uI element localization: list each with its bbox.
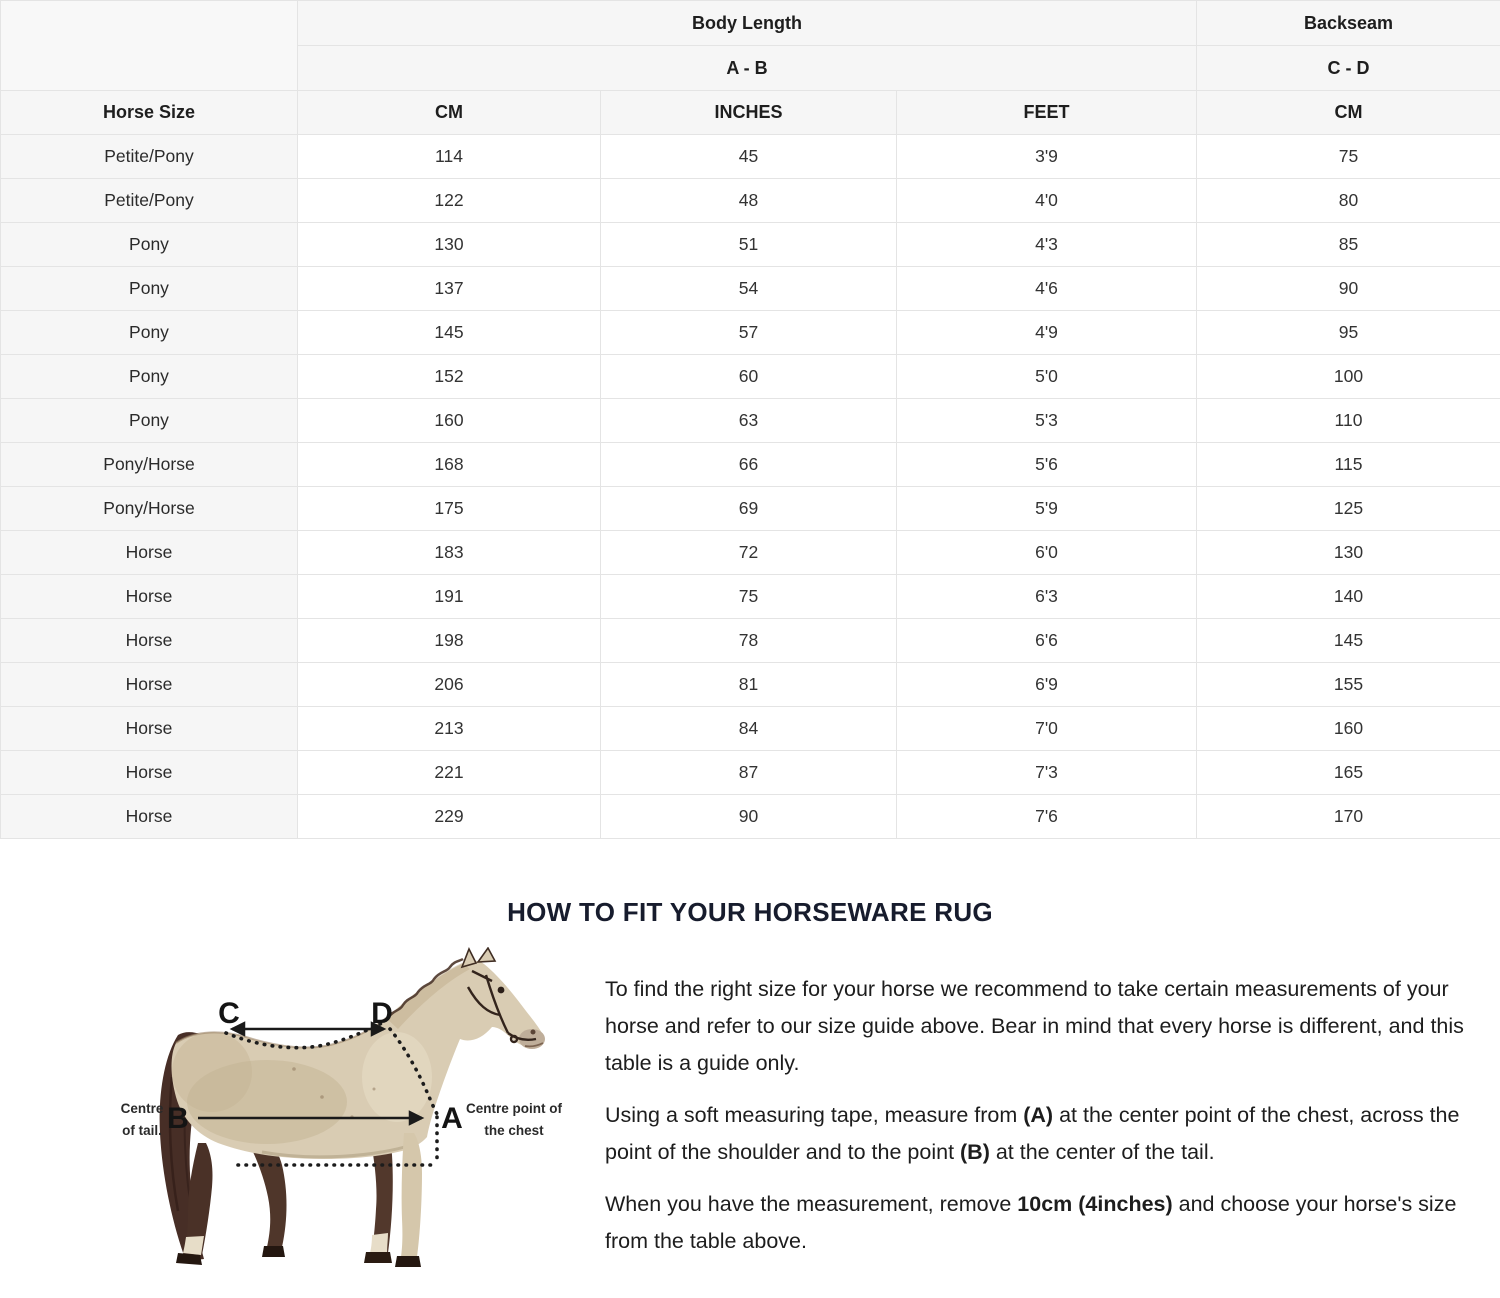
- backseam-header: Backseam: [1197, 1, 1500, 46]
- guide-paragraph-2: Using a soft measuring tape, measure from (A) at the center point of the chest, across the point of the shoulder and to the point (B) at the center of the tail.: [605, 1103, 1460, 1164]
- value-cell: 7'3: [897, 751, 1197, 795]
- value-cell: 80: [1197, 179, 1500, 223]
- table-row: [1, 267, 1500, 311]
- value-cell: 66: [601, 443, 897, 487]
- value-cell: 7'6: [897, 795, 1197, 839]
- value-cell: 145: [298, 311, 601, 355]
- value-cell: 160: [298, 399, 601, 443]
- value-cell: 81: [601, 663, 897, 707]
- label-a: A: [441, 1102, 463, 1135]
- guide-paragraph-3: When you have the measurement, remove 10cm (4inches) and choose your horse's size from the table above.: [605, 1192, 1457, 1253]
- horse-size-cell: Petite/Pony: [1, 179, 298, 223]
- table-row: [1, 355, 1500, 399]
- table-row: [1, 223, 1500, 267]
- value-cell: 5'0: [897, 355, 1197, 399]
- value-cell: 95: [1197, 311, 1500, 355]
- table-row: [1, 795, 1500, 839]
- horse-size-cell: Horse: [1, 795, 298, 839]
- value-cell: 63: [601, 399, 897, 443]
- value-cell: 4'6: [897, 267, 1197, 311]
- body-length-header: Body Length: [298, 1, 1197, 46]
- horse-size-cell: Horse: [1, 575, 298, 619]
- col-header-cm: CM: [298, 91, 601, 135]
- value-cell: 152: [298, 355, 601, 399]
- value-cell: 3'9: [897, 135, 1197, 179]
- table-row: [1, 751, 1500, 795]
- value-cell: 168: [298, 443, 601, 487]
- value-cell: 4'9: [897, 311, 1197, 355]
- value-cell: 75: [1197, 135, 1500, 179]
- value-cell: 4'0: [897, 179, 1197, 223]
- value-cell: 78: [601, 619, 897, 663]
- value-cell: 155: [1197, 663, 1500, 707]
- table-row: [1, 575, 1500, 619]
- value-cell: 90: [1197, 267, 1500, 311]
- value-cell: 5'9: [897, 487, 1197, 531]
- value-cell: 229: [298, 795, 601, 839]
- value-cell: 45: [601, 135, 897, 179]
- value-cell: 100: [1197, 355, 1500, 399]
- size-table-body: [1, 135, 1500, 839]
- guide-paragraph-1: To find the right size for your horse we recommend to take certain measurements of your horse and refer to our size guide above. Bear in mind that every horse is different, and this table is a guide only.: [605, 977, 1464, 1075]
- value-cell: 72: [601, 531, 897, 575]
- caption-centre-point-chest-1: Centre point of: [466, 1101, 562, 1116]
- guide-title: HOW TO FIT YOUR HORSEWARE RUG: [507, 897, 993, 927]
- table-row: [1, 619, 1500, 663]
- table-row: [1, 663, 1500, 707]
- value-cell: 6'6: [897, 619, 1197, 663]
- value-cell: 130: [1197, 531, 1500, 575]
- caption-centre-of-tail-1: Centre: [120, 1101, 164, 1116]
- horse-size-cell: Pony/Horse: [1, 487, 298, 531]
- value-cell: 191: [298, 575, 601, 619]
- size-table-header: [1, 1, 1500, 135]
- horse-measurement-diagram: [112, 947, 582, 1282]
- table-row: [1, 707, 1500, 751]
- caption-centre-point-chest-2: the chest: [484, 1123, 544, 1138]
- value-cell: 7'0: [897, 707, 1197, 751]
- horse-size-cell: Pony: [1, 311, 298, 355]
- value-cell: 90: [601, 795, 897, 839]
- horse-size-cell: Pony: [1, 355, 298, 399]
- value-cell: 5'3: [897, 399, 1197, 443]
- horse-size-cell: Pony: [1, 399, 298, 443]
- table-row: [1, 399, 1500, 443]
- value-cell: 48: [601, 179, 897, 223]
- table-row: [1, 487, 1500, 531]
- col-header-feet: FEET: [897, 91, 1197, 135]
- value-cell: 115: [1197, 443, 1500, 487]
- value-cell: 4'3: [897, 223, 1197, 267]
- value-cell: 54: [601, 267, 897, 311]
- backseam-range-label: C - D: [1197, 46, 1500, 91]
- value-cell: 110: [1197, 399, 1500, 443]
- value-cell: 5'6: [897, 443, 1197, 487]
- col-header-inches: INCHES: [601, 91, 897, 135]
- table-row: [1, 443, 1500, 487]
- table-row: [1, 179, 1500, 223]
- value-cell: 130: [298, 223, 601, 267]
- horse-size-cell: Pony: [1, 223, 298, 267]
- horse-size-cell: Pony: [1, 267, 298, 311]
- fit-guide-section: [0, 839, 1500, 1282]
- col-header-horse-size: Horse Size: [1, 91, 298, 135]
- value-cell: 125: [1197, 487, 1500, 531]
- value-cell: 51: [601, 223, 897, 267]
- value-cell: 87: [601, 751, 897, 795]
- value-cell: 84: [601, 707, 897, 751]
- value-cell: 69: [601, 487, 897, 531]
- value-cell: 175: [298, 487, 601, 531]
- horse-diagram-svg: [112, 947, 582, 1282]
- label-c: C: [218, 997, 240, 1030]
- value-cell: 145: [1197, 619, 1500, 663]
- table-row: [1, 531, 1500, 575]
- horse-size-cell: Horse: [1, 751, 298, 795]
- horse-size-cell: Petite/Pony: [1, 135, 298, 179]
- value-cell: 6'3: [897, 575, 1197, 619]
- horse-size-cell: Horse: [1, 619, 298, 663]
- horse-size-cell: Horse: [1, 707, 298, 751]
- table-row: [1, 311, 1500, 355]
- label-b: B: [167, 1102, 189, 1135]
- value-cell: 85: [1197, 223, 1500, 267]
- caption-centre-of-tail-2: of tail.: [122, 1123, 162, 1138]
- horse-size-cell: Pony/Horse: [1, 443, 298, 487]
- value-cell: 122: [298, 179, 601, 223]
- value-cell: 75: [601, 575, 897, 619]
- table-row: [1, 135, 1500, 179]
- value-cell: 137: [298, 267, 601, 311]
- guide-content: [0, 947, 1500, 1282]
- label-d: D: [371, 997, 393, 1030]
- value-cell: 165: [1197, 751, 1500, 795]
- horse-size-cell: Horse: [1, 663, 298, 707]
- value-cell: 160: [1197, 707, 1500, 751]
- value-cell: 57: [601, 311, 897, 355]
- group-header-row: [1, 1, 1500, 46]
- col-header-backseam-cm: CM: [1197, 91, 1500, 135]
- value-cell: 140: [1197, 575, 1500, 619]
- value-cell: 6'0: [897, 531, 1197, 575]
- value-cell: 206: [298, 663, 601, 707]
- value-cell: 114: [298, 135, 601, 179]
- value-cell: 221: [298, 751, 601, 795]
- value-cell: 183: [298, 531, 601, 575]
- body-length-range-label: A - B: [298, 46, 1197, 91]
- value-cell: 198: [298, 619, 601, 663]
- corner-cell: [1, 1, 298, 91]
- value-cell: 213: [298, 707, 601, 751]
- value-cell: 170: [1197, 795, 1500, 839]
- value-cell: 6'9: [897, 663, 1197, 707]
- value-cell: 60: [601, 355, 897, 399]
- column-header-row: [1, 91, 1500, 135]
- horse-size-cell: Horse: [1, 531, 298, 575]
- guide-text: [605, 971, 1493, 1275]
